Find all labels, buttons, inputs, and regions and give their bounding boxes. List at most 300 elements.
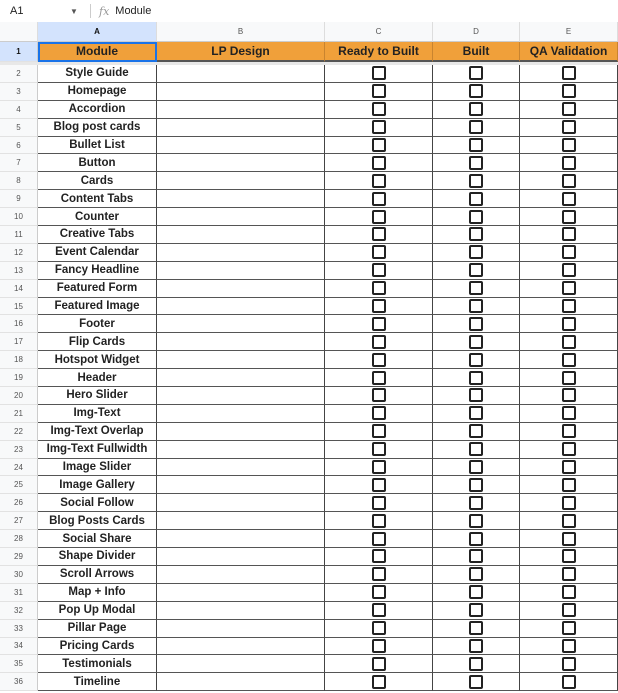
module-cell[interactable]: Hero Slider — [38, 387, 157, 405]
module-cell[interactable]: Img-Text — [38, 405, 157, 423]
built-cell — [433, 673, 520, 691]
row-header[interactable]: 32 — [0, 602, 38, 620]
checkbox[interactable] — [469, 532, 483, 546]
qa-validation-cell — [520, 154, 618, 172]
checkbox[interactable] — [562, 442, 576, 456]
ready-to-built-cell — [325, 315, 433, 333]
module-cell[interactable]: Featured Form — [38, 280, 157, 298]
checkbox[interactable] — [469, 245, 483, 259]
lp-design-cell[interactable] — [157, 280, 325, 298]
module-cell[interactable]: Testimonials — [38, 655, 157, 673]
checkbox[interactable] — [372, 156, 386, 170]
row-header[interactable]: 28 — [0, 530, 38, 548]
module-cell[interactable]: Image Slider — [38, 459, 157, 477]
module-cell[interactable]: Counter — [38, 208, 157, 226]
checkbox[interactable] — [372, 675, 386, 689]
table-row — [0, 226, 618, 244]
lp-design-cell[interactable] — [157, 83, 325, 101]
checkbox[interactable] — [469, 84, 483, 98]
qa-validation-cell — [520, 584, 618, 602]
checkbox[interactable] — [372, 281, 386, 295]
checkbox[interactable] — [372, 585, 386, 599]
checkbox[interactable] — [562, 174, 576, 188]
row-header[interactable]: 16 — [0, 315, 38, 333]
ready-to-built-cell — [325, 226, 433, 244]
checkbox[interactable] — [562, 84, 576, 98]
row-header[interactable]: 11 — [0, 226, 38, 244]
qa-validation-cell — [520, 65, 618, 83]
column-header-a[interactable]: A — [38, 22, 157, 42]
checkbox[interactable] — [562, 496, 576, 510]
row-header[interactable]: 13 — [0, 262, 38, 280]
qa-validation-cell — [520, 387, 618, 405]
checkbox[interactable] — [562, 549, 576, 563]
checkbox[interactable] — [469, 120, 483, 134]
checkbox[interactable] — [372, 406, 386, 420]
checkbox[interactable] — [562, 532, 576, 546]
row-header[interactable]: 2 — [0, 65, 38, 83]
ready-to-built-cell — [325, 530, 433, 548]
column-header-c[interactable]: C — [325, 22, 433, 42]
built-cell — [433, 244, 520, 262]
checkbox[interactable] — [372, 353, 386, 367]
ready-to-built-cell — [325, 65, 433, 83]
row-header[interactable]: 25 — [0, 476, 38, 494]
table-row — [0, 405, 618, 423]
lp-design-cell[interactable] — [157, 387, 325, 405]
ready-to-built-cell — [325, 512, 433, 530]
module-cell[interactable]: Accordion — [38, 101, 157, 119]
module-cell[interactable]: Creative Tabs — [38, 226, 157, 244]
column-header-e[interactable]: E — [520, 22, 618, 42]
checkbox[interactable] — [562, 567, 576, 581]
row-header[interactable]: 17 — [0, 333, 38, 351]
table-row — [0, 101, 618, 119]
row-header[interactable]: 34 — [0, 638, 38, 656]
built-cell — [433, 154, 520, 172]
ready-to-built-cell — [325, 190, 433, 208]
checkbox[interactable] — [469, 317, 483, 331]
module-cell[interactable]: Img-Text Overlap — [38, 423, 157, 441]
lp-design-cell[interactable] — [157, 476, 325, 494]
checkbox[interactable] — [469, 567, 483, 581]
checkbox[interactable] — [469, 371, 483, 385]
module-cell[interactable]: Button — [38, 154, 157, 172]
checkbox[interactable] — [562, 227, 576, 241]
checkbox[interactable] — [469, 585, 483, 599]
ready-to-built-cell — [325, 584, 433, 602]
lp-design-cell[interactable] — [157, 262, 325, 280]
checkbox[interactable] — [562, 353, 576, 367]
checkbox[interactable] — [562, 120, 576, 134]
lp-design-cell[interactable] — [157, 655, 325, 673]
checkbox[interactable] — [372, 84, 386, 98]
ready-to-built-cell — [325, 101, 433, 119]
row-header[interactable]: 14 — [0, 280, 38, 298]
checkbox[interactable] — [469, 156, 483, 170]
table-row — [0, 423, 618, 441]
checkbox[interactable] — [562, 603, 576, 617]
row-header[interactable]: 3 — [0, 83, 38, 101]
built-cell — [433, 655, 520, 673]
ready-to-built-cell — [325, 298, 433, 316]
checkbox[interactable] — [469, 138, 483, 152]
qa-validation-cell — [520, 226, 618, 244]
checkbox[interactable] — [469, 102, 483, 116]
ready-to-built-cell — [325, 351, 433, 369]
checkbox[interactable] — [562, 299, 576, 313]
checkbox[interactable] — [372, 657, 386, 671]
checkbox[interactable] — [562, 424, 576, 438]
lp-design-cell[interactable] — [157, 530, 325, 548]
qa-validation-cell — [520, 262, 618, 280]
checkbox[interactable] — [372, 442, 386, 456]
checkbox[interactable] — [469, 281, 483, 295]
checkbox[interactable] — [562, 639, 576, 653]
checkbox[interactable] — [562, 406, 576, 420]
lp-design-cell[interactable] — [157, 154, 325, 172]
checkbox[interactable] — [469, 66, 483, 80]
checkbox[interactable] — [562, 675, 576, 689]
lp-design-cell[interactable] — [157, 244, 325, 262]
built-cell — [433, 172, 520, 190]
checkbox[interactable] — [372, 174, 386, 188]
checkbox[interactable] — [562, 156, 576, 170]
module-cell[interactable]: Scroll Arrows — [38, 566, 157, 584]
checkbox[interactable] — [372, 120, 386, 134]
module-cell[interactable]: Shape Divider — [38, 548, 157, 566]
checkbox[interactable] — [562, 460, 576, 474]
checkbox[interactable] — [469, 192, 483, 206]
checkbox[interactable] — [372, 245, 386, 259]
row-header[interactable]: 19 — [0, 369, 38, 387]
table-row — [0, 351, 618, 369]
checkbox[interactable] — [562, 281, 576, 295]
checkbox[interactable] — [469, 603, 483, 617]
ready-to-built-cell — [325, 262, 433, 280]
lp-design-cell[interactable] — [157, 584, 325, 602]
lp-design-cell[interactable] — [157, 459, 325, 477]
ready-to-built-cell — [325, 441, 433, 459]
qa-validation-cell — [520, 172, 618, 190]
qa-validation-cell — [520, 315, 618, 333]
name-box[interactable]: A1 — [10, 5, 24, 17]
lp-design-cell[interactable] — [157, 208, 325, 226]
checkbox[interactable] — [372, 639, 386, 653]
ready-to-built-cell — [325, 548, 433, 566]
module-cell[interactable]: Fancy Headline — [38, 262, 157, 280]
checkbox[interactable] — [469, 621, 483, 635]
header-row — [0, 42, 618, 62]
checkbox[interactable] — [372, 460, 386, 474]
row-header[interactable]: 1 — [0, 42, 38, 62]
built-cell — [433, 65, 520, 83]
checkbox[interactable] — [372, 66, 386, 80]
lp-design-cell[interactable] — [157, 226, 325, 244]
checkbox[interactable] — [469, 514, 483, 528]
checkbox[interactable] — [562, 621, 576, 635]
checkbox[interactable] — [469, 263, 483, 277]
row-header[interactable]: 12 — [0, 244, 38, 262]
module-cell[interactable]: Image Gallery — [38, 476, 157, 494]
checkbox[interactable] — [469, 227, 483, 241]
lp-design-cell[interactable] — [157, 369, 325, 387]
table-row — [0, 584, 618, 602]
table-row — [0, 387, 618, 405]
checkbox[interactable] — [372, 549, 386, 563]
lp-design-cell[interactable] — [157, 101, 325, 119]
module-cell[interactable]: Pricing Cards — [38, 638, 157, 656]
table-row — [0, 369, 618, 387]
checkbox[interactable] — [562, 138, 576, 152]
lp-design-cell[interactable] — [157, 638, 325, 656]
checkbox[interactable] — [562, 245, 576, 259]
table-row — [0, 315, 618, 333]
lp-design-cell[interactable] — [157, 333, 325, 351]
built-cell — [433, 369, 520, 387]
ready-to-built-cell — [325, 119, 433, 137]
module-cell[interactable]: Homepage — [38, 83, 157, 101]
row-header[interactable]: 36 — [0, 673, 38, 691]
checkbox[interactable] — [469, 353, 483, 367]
lp-design-cell[interactable] — [157, 512, 325, 530]
built-cell — [433, 119, 520, 137]
table-row — [0, 638, 618, 656]
lp-design-cell[interactable] — [157, 441, 325, 459]
checkbox[interactable] — [469, 460, 483, 474]
checkbox[interactable] — [562, 66, 576, 80]
lp-design-cell[interactable] — [157, 405, 325, 423]
module-cell[interactable]: Social Follow — [38, 494, 157, 512]
select-all-corner[interactable] — [0, 22, 38, 42]
lp-design-cell[interactable] — [157, 172, 325, 190]
chevron-down-icon[interactable]: ▼ — [70, 6, 78, 16]
checkbox[interactable] — [469, 657, 483, 671]
header-cell-built[interactable]: Built — [433, 42, 520, 62]
row-header[interactable]: 24 — [0, 459, 38, 477]
checkbox[interactable] — [372, 496, 386, 510]
checkbox[interactable] — [469, 442, 483, 456]
lp-design-cell[interactable] — [157, 620, 325, 638]
checkbox[interactable] — [469, 478, 483, 492]
qa-validation-cell — [520, 83, 618, 101]
checkbox[interactable] — [562, 371, 576, 385]
header-cell-module[interactable]: Module — [38, 42, 157, 62]
checkbox[interactable] — [372, 603, 386, 617]
module-cell[interactable]: Hotspot Widget — [38, 351, 157, 369]
checkbox[interactable] — [372, 424, 386, 438]
qa-validation-cell — [520, 512, 618, 530]
checkbox[interactable] — [469, 675, 483, 689]
module-cell[interactable]: Map + Info — [38, 584, 157, 602]
row-header[interactable]: 6 — [0, 137, 38, 155]
qa-validation-cell — [520, 441, 618, 459]
row-header[interactable]: 5 — [0, 119, 38, 137]
checkbox[interactable] — [469, 639, 483, 653]
column-header-d[interactable]: D — [433, 22, 520, 42]
ready-to-built-cell — [325, 423, 433, 441]
built-cell — [433, 476, 520, 494]
checkbox[interactable] — [372, 317, 386, 331]
checkbox[interactable] — [562, 388, 576, 402]
module-cell[interactable]: Pop Up Modal — [38, 602, 157, 620]
checkbox[interactable] — [372, 263, 386, 277]
module-cell[interactable]: Img-Text Fullwidth — [38, 441, 157, 459]
built-cell — [433, 530, 520, 548]
row-header[interactable]: 22 — [0, 423, 38, 441]
lp-design-cell[interactable] — [157, 119, 325, 137]
header-cell-ready-to-built[interactable]: Ready to Built — [325, 42, 433, 62]
built-cell — [433, 351, 520, 369]
module-cell[interactable]: Footer — [38, 315, 157, 333]
row-header[interactable]: 21 — [0, 405, 38, 423]
ready-to-built-cell — [325, 494, 433, 512]
row-header[interactable]: 30 — [0, 566, 38, 584]
checkbox[interactable] — [372, 227, 386, 241]
column-header-b[interactable]: B — [157, 22, 325, 42]
lp-design-cell[interactable] — [157, 548, 325, 566]
checkbox[interactable] — [372, 621, 386, 635]
checkbox[interactable] — [562, 102, 576, 116]
checkbox[interactable] — [372, 514, 386, 528]
module-cell[interactable]: Event Calendar — [38, 244, 157, 262]
checkbox[interactable] — [372, 371, 386, 385]
checkbox[interactable] — [372, 102, 386, 116]
row-header[interactable]: 7 — [0, 154, 38, 172]
lp-design-cell[interactable] — [157, 298, 325, 316]
module-cell[interactable]: Blog post cards — [38, 119, 157, 137]
lp-design-cell[interactable] — [157, 65, 325, 83]
row-header[interactable]: 9 — [0, 190, 38, 208]
qa-validation-cell — [520, 638, 618, 656]
lp-design-cell[interactable] — [157, 351, 325, 369]
checkbox[interactable] — [469, 210, 483, 224]
checkbox[interactable] — [469, 388, 483, 402]
table-row — [0, 566, 618, 584]
row-header[interactable]: 31 — [0, 584, 38, 602]
checkbox[interactable] — [469, 549, 483, 563]
checkbox[interactable] — [562, 210, 576, 224]
qa-validation-cell — [520, 369, 618, 387]
row-header[interactable]: 29 — [0, 548, 38, 566]
ready-to-built-cell — [325, 476, 433, 494]
checkbox[interactable] — [372, 567, 386, 581]
module-cell[interactable]: Bullet List — [38, 137, 157, 155]
row-header[interactable]: 35 — [0, 655, 38, 673]
built-cell — [433, 298, 520, 316]
module-cell[interactable]: Flip Cards — [38, 333, 157, 351]
module-cell[interactable]: Pillar Page — [38, 620, 157, 638]
checkbox[interactable] — [562, 192, 576, 206]
checkbox[interactable] — [562, 478, 576, 492]
function-icon: fx — [99, 4, 110, 18]
checkbox[interactable] — [469, 496, 483, 510]
checkbox[interactable] — [562, 585, 576, 599]
qa-validation-cell — [520, 351, 618, 369]
module-cell[interactable]: Cards — [38, 172, 157, 190]
header-cell-qa-validation[interactable]: QA Validation — [520, 42, 618, 62]
checkbox[interactable] — [469, 174, 483, 188]
module-cell[interactable]: Social Share — [38, 530, 157, 548]
row-header[interactable]: 33 — [0, 620, 38, 638]
row-header[interactable]: 23 — [0, 441, 38, 459]
lp-design-cell[interactable] — [157, 494, 325, 512]
lp-design-cell[interactable] — [157, 137, 325, 155]
checkbox[interactable] — [562, 317, 576, 331]
module-cell[interactable]: Header — [38, 369, 157, 387]
checkbox[interactable] — [562, 514, 576, 528]
formula-bar — [0, 0, 618, 22]
row-header[interactable]: 4 — [0, 101, 38, 119]
row-header[interactable]: 18 — [0, 351, 38, 369]
checkbox[interactable] — [562, 263, 576, 277]
ready-to-built-cell — [325, 154, 433, 172]
built-cell — [433, 387, 520, 405]
module-cell[interactable]: Timeline — [38, 673, 157, 691]
module-cell[interactable]: Content Tabs — [38, 190, 157, 208]
checkbox[interactable] — [469, 424, 483, 438]
lp-design-cell[interactable] — [157, 315, 325, 333]
checkbox[interactable] — [469, 406, 483, 420]
ready-to-built-cell — [325, 280, 433, 298]
lp-design-cell[interactable] — [157, 673, 325, 691]
checkbox[interactable] — [372, 192, 386, 206]
module-cell[interactable]: Style Guide — [38, 65, 157, 83]
checkbox[interactable] — [372, 335, 386, 349]
checkbox[interactable] — [562, 657, 576, 671]
row-header[interactable]: 15 — [0, 298, 38, 316]
qa-validation-cell — [520, 423, 618, 441]
checkbox[interactable] — [469, 335, 483, 349]
checkbox[interactable] — [469, 299, 483, 313]
checkbox[interactable] — [372, 478, 386, 492]
lp-design-cell[interactable] — [157, 190, 325, 208]
ready-to-built-cell — [325, 83, 433, 101]
qa-validation-cell — [520, 620, 618, 638]
module-cell[interactable]: Featured Image — [38, 298, 157, 316]
qa-validation-cell — [520, 405, 618, 423]
qa-validation-cell — [520, 494, 618, 512]
formula-input[interactable]: Module — [115, 5, 152, 17]
row-header[interactable]: 20 — [0, 387, 38, 405]
row-header[interactable]: 10 — [0, 208, 38, 226]
row-header[interactable]: 8 — [0, 172, 38, 190]
row-header[interactable]: 27 — [0, 512, 38, 530]
built-cell — [433, 208, 520, 226]
checkbox[interactable] — [372, 210, 386, 224]
lp-design-cell[interactable] — [157, 423, 325, 441]
qa-validation-cell — [520, 459, 618, 477]
lp-design-cell[interactable] — [157, 602, 325, 620]
checkbox[interactable] — [372, 299, 386, 313]
checkbox[interactable] — [562, 335, 576, 349]
table-row — [0, 494, 618, 512]
column-header-row — [0, 22, 618, 42]
row-header[interactable]: 26 — [0, 494, 38, 512]
divider — [90, 4, 91, 18]
built-cell — [433, 620, 520, 638]
checkbox[interactable] — [372, 388, 386, 402]
table-row — [0, 190, 618, 208]
built-cell — [433, 548, 520, 566]
ready-to-built-cell — [325, 602, 433, 620]
checkbox[interactable] — [372, 138, 386, 152]
lp-design-cell[interactable] — [157, 566, 325, 584]
header-cell-lp-design[interactable]: LP Design — [157, 42, 325, 62]
module-cell[interactable]: Blog Posts Cards — [38, 512, 157, 530]
table-row — [0, 83, 618, 101]
checkbox[interactable] — [372, 532, 386, 546]
